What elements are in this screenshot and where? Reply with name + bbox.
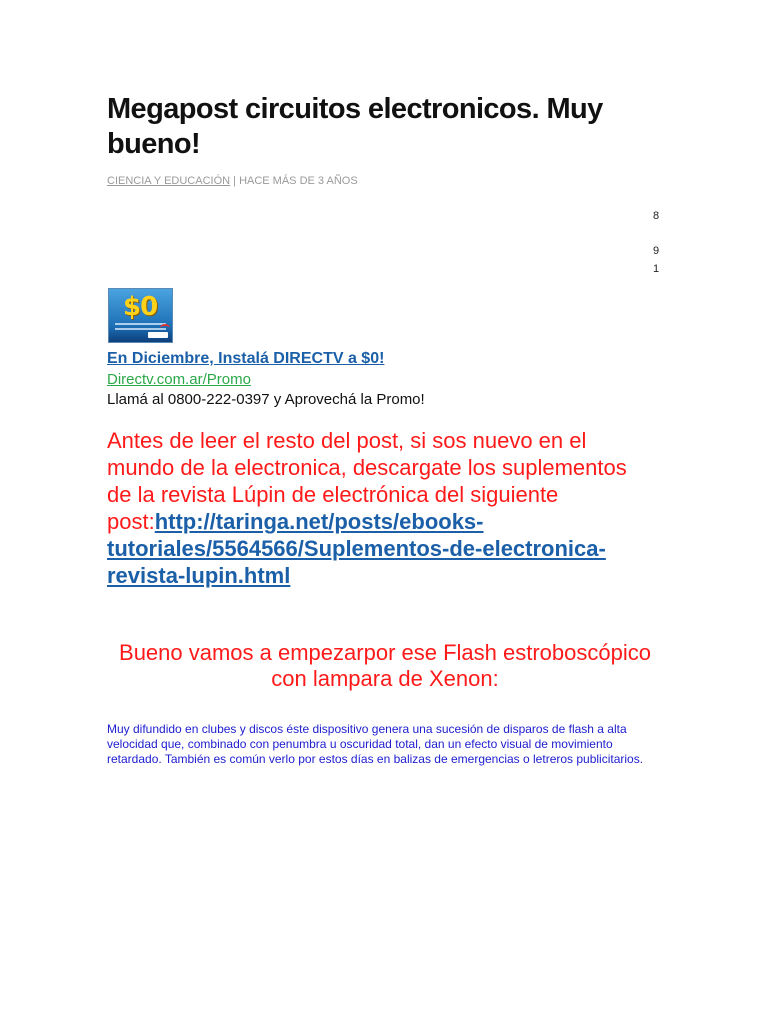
ad-banner-stripe xyxy=(115,323,166,325)
ad-call-text: Llamá al 0800-222-0397 y Aprovechá la Promo! xyxy=(107,391,425,408)
ad-headline-link[interactable]: En Diciembre, Instalá DIRECTV a $0! xyxy=(107,350,385,367)
intro-paragraph xyxy=(107,427,652,589)
section-body: Muy difundido en clubes y discos éste dispositivo genera una sucesión de disparos de flash a alta velocidad que, combinado con penumbra u oscuridad total, dan un efecto visual de movimiento retardado. También es común verlo por estos días en balizas de emergencias o letreros publicitarios. xyxy=(107,722,644,766)
meta-separator: | xyxy=(233,175,236,187)
counter-1: 8 xyxy=(653,210,660,222)
brand-swoosh-icon xyxy=(160,324,170,332)
post-meta xyxy=(107,174,358,188)
ad-url-link[interactable]: Directv.com.ar/Promo xyxy=(107,371,251,388)
category-link[interactable]: CIENCIA Y EDUCACIÓN xyxy=(107,175,231,187)
ad-price-label: $0 xyxy=(123,292,158,322)
section-heading: Bueno vamos a empezarpor ese Flash estroboscópico con lampara de Xenon: xyxy=(119,640,651,691)
intro-text: Antes de leer el resto del post, si sos nuevo en el mundo de la electronica, descargate los suplementos de la revista Lúpin de electrónica del siguiente post: xyxy=(107,428,627,534)
brand-logo-icon xyxy=(148,332,168,338)
ad-banner-image[interactable] xyxy=(108,288,173,343)
page-title: Megapost circuitos electronicos. Muy bueno! xyxy=(107,93,603,160)
ad-banner-stripe xyxy=(115,328,166,330)
post-time: HACE MÁS DE 3 AÑOS xyxy=(239,175,358,187)
supplements-post-link[interactable]: http://taringa.net/posts/ebooks-tutoriales/5564566/Suplementos-de-electronica-revista-lupin.html xyxy=(107,509,606,588)
counter-2: 9 xyxy=(653,245,660,257)
counter-3: 1 xyxy=(653,263,660,275)
